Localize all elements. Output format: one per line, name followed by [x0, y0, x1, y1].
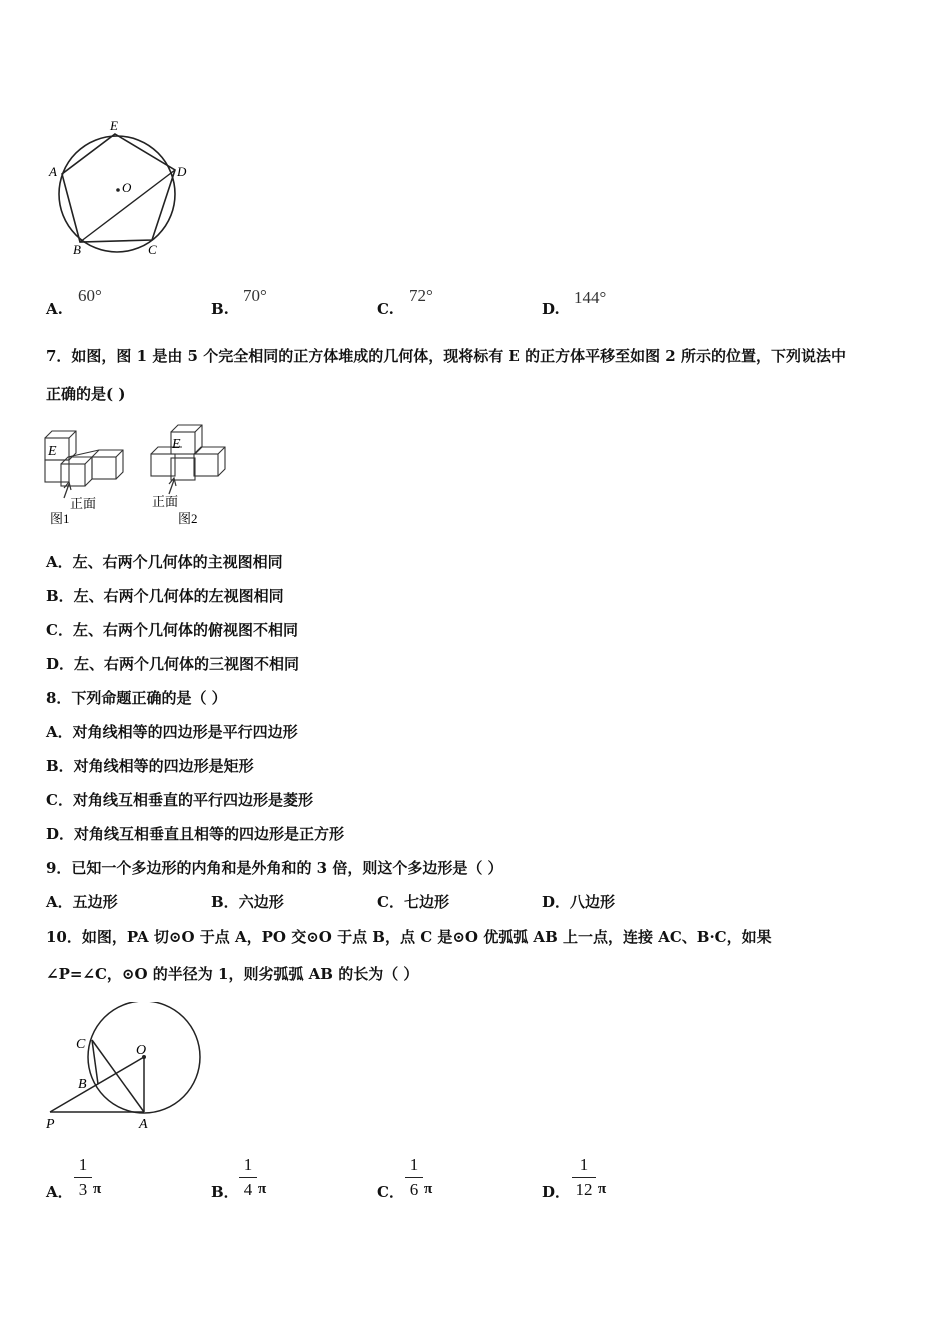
q6-option-d-letter: D.: [542, 300, 560, 318]
q8-option-c: C．对角线互相垂直的平行四边形是菱形: [46, 791, 313, 809]
q6-option-b-value: 70°: [243, 286, 267, 305]
q7-cubes-figure: [42, 424, 228, 528]
q10-option-c-den: 6: [409, 1180, 419, 1199]
q7-option-d: D．左、右两个几何体的三视图不相同: [46, 655, 300, 673]
q10-option-b-pi: π: [258, 1181, 267, 1197]
q9-option-b: [211, 891, 284, 912]
q10-option-b-fraction: [239, 1156, 257, 1199]
q10-label-B: B: [78, 1077, 87, 1092]
q10-option-d-fraction: [572, 1156, 596, 1199]
fig2-caption: 图2: [178, 511, 198, 526]
q9-option-c: [377, 891, 449, 912]
q7-option-a: A．左、右两个几何体的主视图相同: [46, 553, 283, 571]
q9-option-a-text: 五边形: [72, 893, 118, 911]
fig1-front-label: 正面: [70, 496, 97, 511]
q10-option-d-den: 12: [575, 1180, 593, 1199]
fig1-caption: 图1: [50, 511, 70, 526]
fig2-front-label: 正面: [152, 494, 179, 509]
q10-option-b-den: 4: [243, 1180, 253, 1199]
q8-option-a: A．对角线相等的四边形是平行四边形: [46, 723, 298, 741]
q9-option-a-letter: A．: [46, 893, 73, 911]
q7-option-c: C．左、右两个几何体的俯视图不相同: [46, 621, 298, 639]
q10-stem-line1: 10．如图，PA 切⊙O 于点 A，PO 交⊙O 于点 B，点 C 是⊙O 优弧弧 AB 上一点，连接 AC、B·C，如果: [46, 928, 772, 946]
q9-option-c-letter: C．: [377, 893, 404, 911]
q9-option-c-text: 七边形: [403, 893, 449, 911]
q7-stem-line1: 7．如图，图 1 是由 5 个完全相同的正方体堆成的几何体，现将标有 E 的正方体平移至如图 2 所示的位置，下列说法中: [46, 347, 846, 365]
label-C: C: [148, 242, 157, 257]
q8-option-b: B．对角线相等的四边形是矩形: [46, 757, 254, 775]
q9-option-b-letter: B．: [211, 893, 239, 911]
label-A: A: [49, 164, 57, 179]
q9-option-d-text: 八边形: [570, 893, 616, 911]
q10-label-O: O: [136, 1043, 147, 1058]
q10-option-d-letter: D．: [542, 1183, 571, 1201]
q10-option-b-num: 1: [243, 1155, 253, 1174]
q7-stem-line2: 正确的是( ): [46, 385, 126, 403]
fig1-cube-label: E: [48, 444, 57, 459]
label-O: O: [122, 180, 132, 195]
q6-pentagon-figure: [40, 112, 200, 262]
q10-label-C: C: [76, 1037, 86, 1052]
q10-option-d-num: 1: [579, 1155, 589, 1174]
q9-option-d: [542, 891, 615, 912]
q10-option-c-num: 1: [409, 1155, 419, 1174]
q7-option-b: B．左、右两个几何体的左视图相同: [46, 587, 284, 605]
q9-stem: 9．已知一个多边形的内角和是外角和的 3 倍，则这个多边形是（ ）: [46, 859, 503, 877]
q10-option-a-fraction: [74, 1156, 92, 1199]
q6-option-b-letter: B.: [211, 300, 229, 318]
fig2-cube-label: E: [172, 437, 181, 452]
q10-tangent-figure: [42, 1002, 204, 1134]
q10-option-a-letter: A．: [46, 1183, 73, 1201]
q10-option-a-num: 1: [78, 1155, 88, 1174]
q10-option-a-pi: π: [93, 1181, 102, 1197]
q10-stem-line2: ∠P=∠C，⊙O 的半径为 1，则劣弧弧 AB 的长为（ ）: [46, 965, 419, 983]
q6-option-c-letter: C.: [377, 300, 394, 318]
q10-label-A: A: [139, 1117, 148, 1132]
q6-option-c-value: 72°: [409, 286, 433, 305]
q6-option-a-letter: A.: [46, 300, 63, 318]
q10-option-d-pi: π: [598, 1181, 607, 1197]
label-B: B: [73, 242, 81, 257]
q8-stem: 8．下列命题正确的是（ ）: [46, 689, 227, 707]
q9-option-a: [46, 891, 118, 912]
q10-option-c-fraction: [405, 1156, 423, 1199]
q6-option-d-value: 144°: [574, 288, 607, 307]
q10-option-c-pi: π: [424, 1181, 433, 1197]
label-E: E: [110, 118, 118, 133]
q10-option-c-letter: C．: [377, 1183, 404, 1201]
q10-label-P: P: [46, 1117, 55, 1132]
label-D: D: [177, 164, 187, 179]
q6-option-a-value: 60°: [78, 286, 102, 305]
q9-option-d-letter: D．: [542, 893, 571, 911]
q10-option-b-letter: B．: [211, 1183, 239, 1201]
q9-option-b-text: 六边形: [238, 893, 284, 911]
q8-option-d: D．对角线互相垂直且相等的四边形是正方形: [46, 825, 345, 843]
q10-option-a-den: 3: [78, 1180, 88, 1199]
